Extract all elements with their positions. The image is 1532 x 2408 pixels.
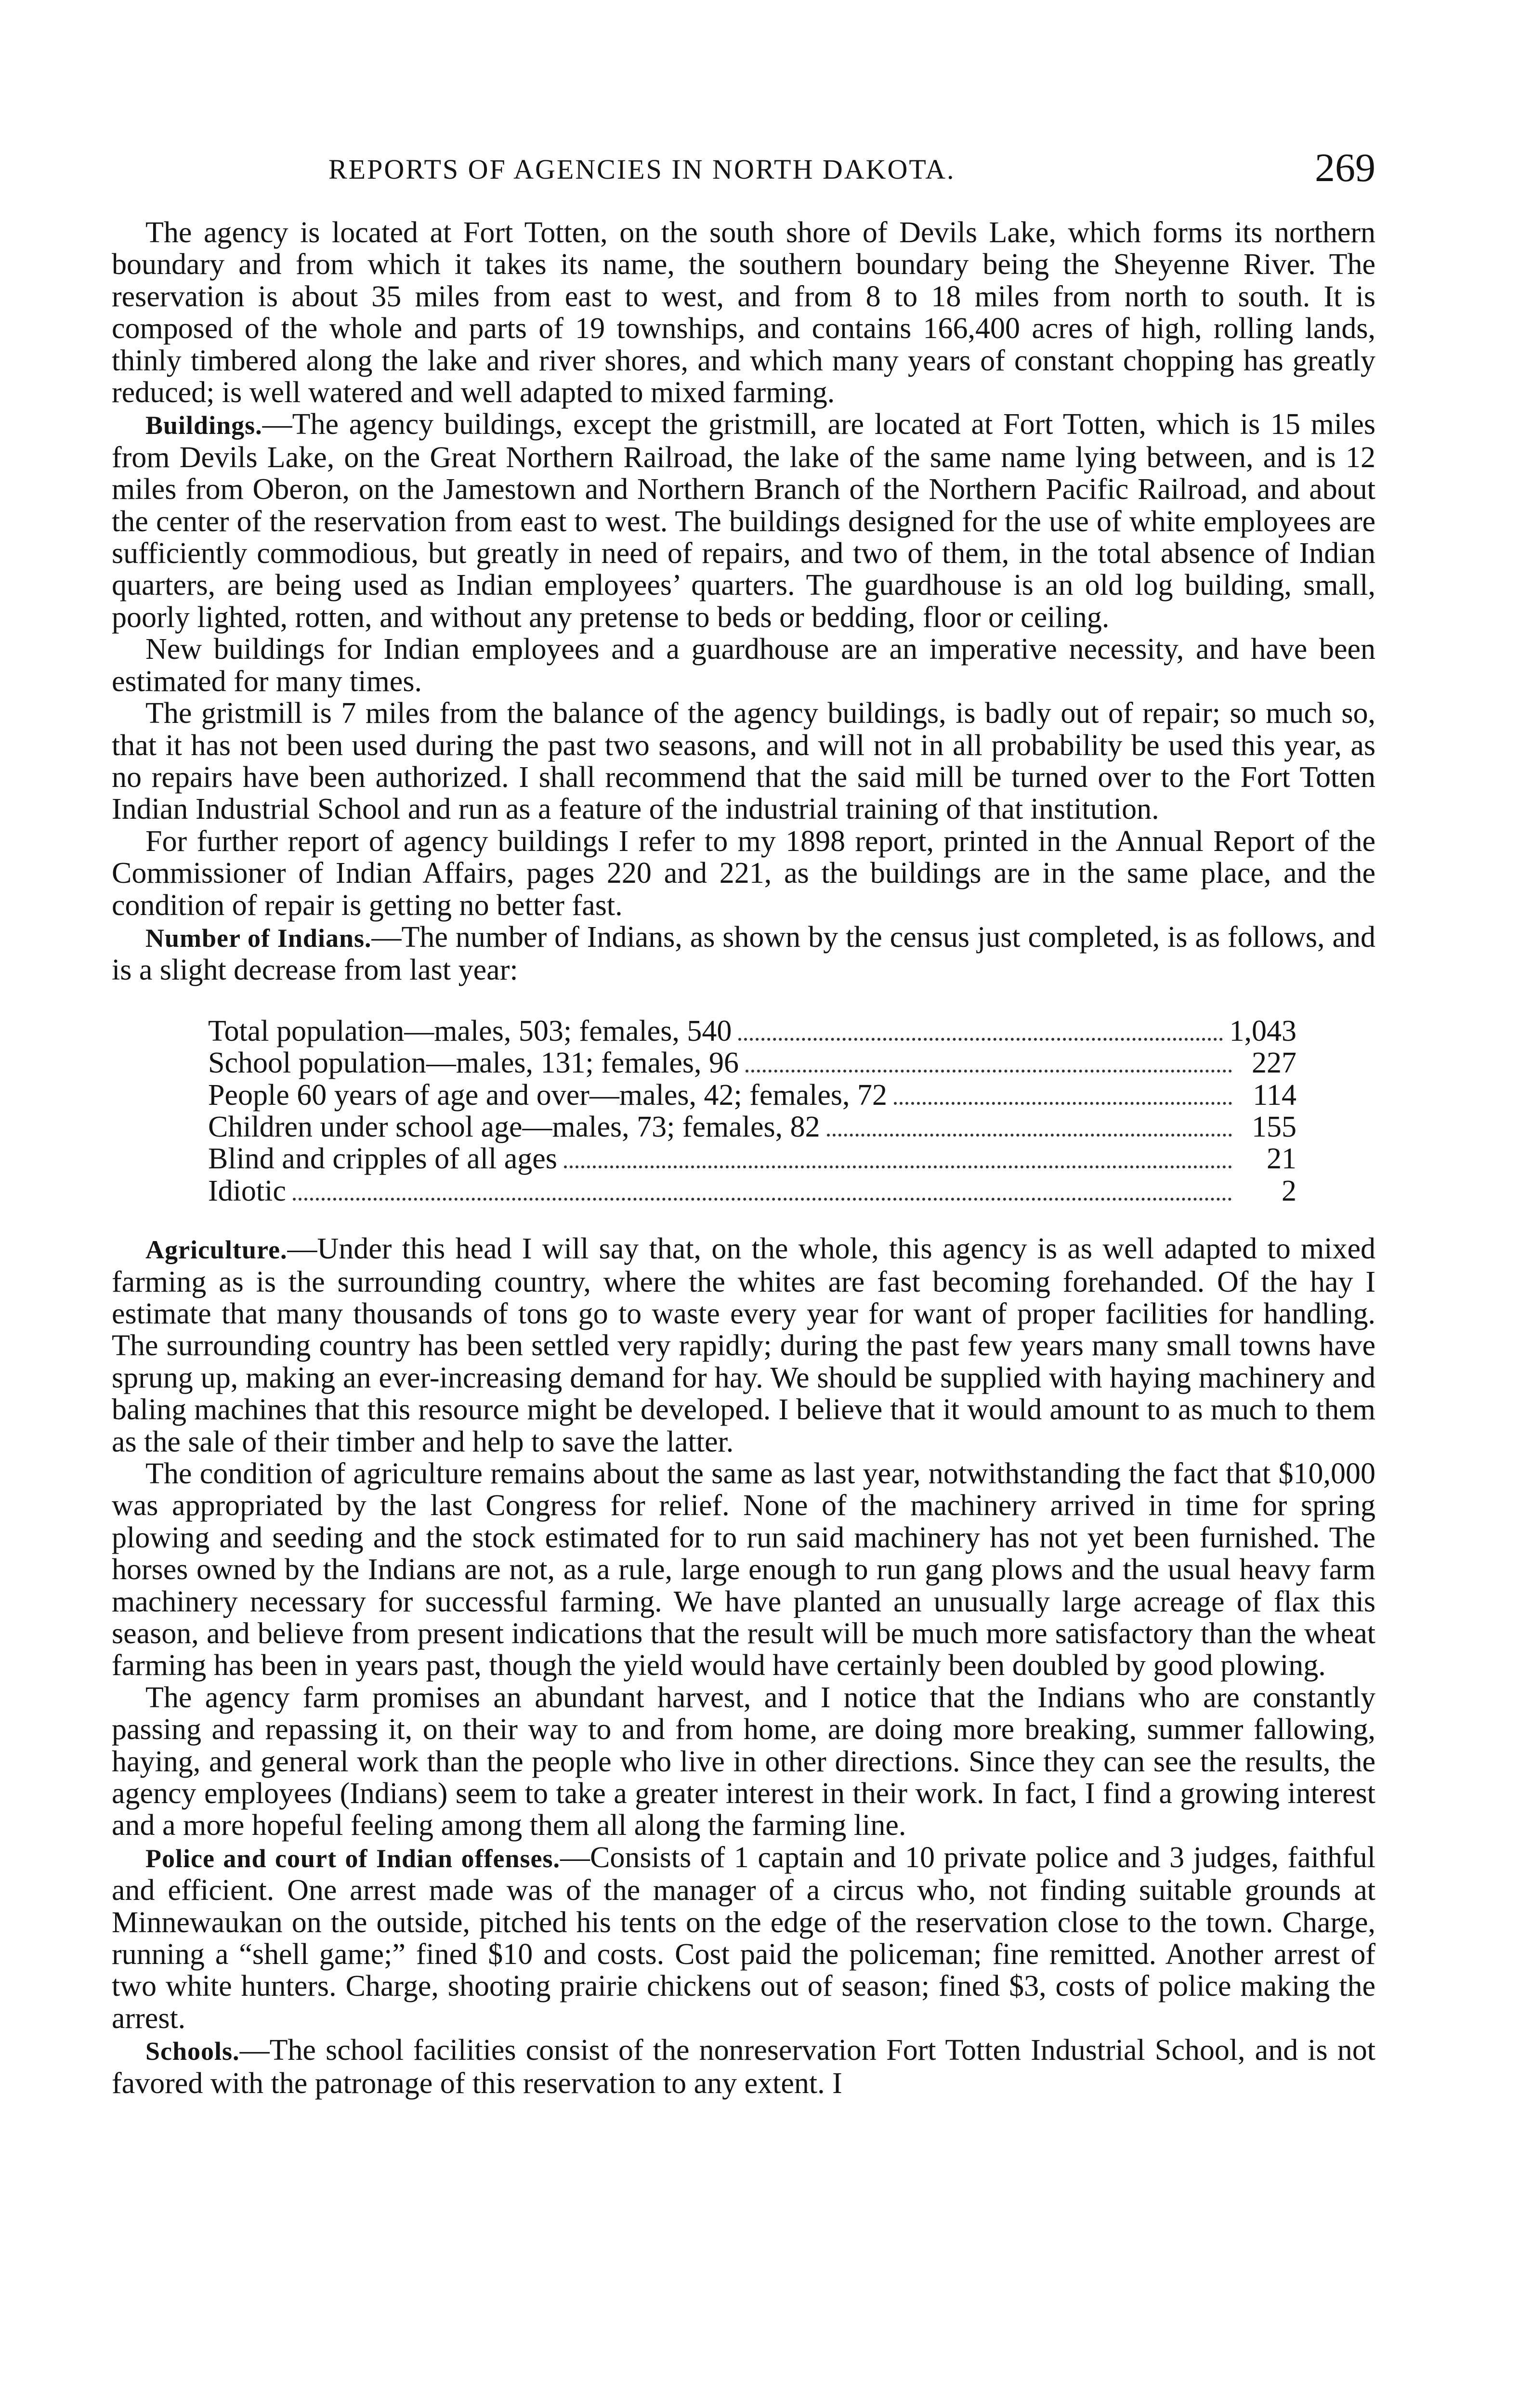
- census-label: Blind and cripples of all ages: [208, 1142, 557, 1176]
- census-row: [208, 1079, 1296, 1111]
- census-label: Children under school age—males, 73; females, 82: [208, 1110, 820, 1143]
- new-buildings-paragraph: New buildings for Indian employees and a guardhouse are an imperative necessity, and have been estimated for many times.: [112, 633, 1375, 698]
- schools-paragraph: [112, 2034, 1375, 2099]
- census-row: [208, 1047, 1296, 1079]
- dot-leader: [746, 1070, 1232, 1073]
- police-heading: Police and court of Indian offenses.: [145, 1844, 561, 1873]
- dot-leader: [564, 1165, 1232, 1168]
- buildings-text: —The agency buildings, except the gristmill, are located at Fort Totten, which is 15 miles from Devils Lake, on the Great Northern Railroad, the lake of the same name lying between, and is 12 miles from Oberon, on the Jamestown and Northern Branch of the Northern Pacific Railroad, and about the center of the reservation from east to west. The buildings designed for the use of white employees are sufficiently commodious, but greatly in need of repairs, and two of them, in the total absence of Indian quarters, are being used as Indian employees’ quarters. The guardhouse is an old log building, small, poorly lighted, rotten, and without any pretense to beds or bedding, floor or ceiling.: [112, 408, 1375, 634]
- agriculture-paragraph: [112, 1233, 1375, 1458]
- agriculture-text: —Under this head I will say that, on the whole, this agency is as well adapted to mixed farming as is the surrounding country, where the whites are fast becoming forehanded. Of the hay I estimate that many thousands of tons go to waste every year for want of proper facilities for handling. The surrounding country has been settled very rapidly; during the past few years many small towns have sprung up, making an ever-increasing demand for hay. We should be supplied with haying machinery and baling machines that this resource might be developed. I believe that it would amount to as much to them as the sale of their timber and help to save the latter.: [112, 1232, 1375, 1458]
- police-text: —Consists of 1 captain and 10 private police and 3 judges, faithful and efficient. One arrest made was of the manager of a circus who, not finding suitable grounds at Minnewaukan on the outside, pitched his tents on the edge of the reservation close to the town. Charge, running a “shell game;” fined $10 and costs. Cost paid the policeman; fine remitted. Another arrest of two white hunters. Charge, shooting prairie chickens out of season; fined $3, costs of police making the arrest.: [112, 1841, 1375, 2035]
- further-report-paragraph: For further report of agency buildings I refer to my 1898 report, printed in the Annual Report of the Commissioner of Indian Affairs, pages 220 and 221, as the buildings are in the same place, and the condition of repair is getting no better fast.: [112, 824, 1375, 922]
- number-of-indians-heading: Number of Indians.: [145, 923, 372, 953]
- report-body: [112, 217, 1375, 2099]
- dot-leader: [738, 1038, 1222, 1041]
- census-row: [208, 1175, 1296, 1207]
- census-table: [208, 1015, 1296, 1207]
- census-value: 114: [1253, 1078, 1296, 1112]
- agency-farm-paragraph: The agency farm promises an abundant harvest, and I notice that the Indians who are constantly passing and repassing it, on their way to and from home, are doing more breaking, summer fallowing, haying, and general work than the people who live in other directions. Since they can see the results, the agency employees (Indians) seem to take a greater interest in their work. In fact, I find a growing interest and a more hopeful feeling among them all along the farming line.: [112, 1681, 1375, 1842]
- census-row: [208, 1143, 1296, 1175]
- schools-text: —The school facilities consist of the nonreservation Fort Totten Industrial School, and is not favored with the patronage of this reservation to any extent. I: [112, 2034, 1375, 2100]
- running-header: [112, 140, 1375, 193]
- number-of-indians-text: —The number of Indians, as shown by the census just completed, is as follows, and is a slight decrease from last year:: [112, 920, 1375, 987]
- census-value: 21: [1267, 1142, 1296, 1176]
- census-row: [208, 1015, 1296, 1047]
- agriculture-heading: Agriculture.: [145, 1235, 288, 1265]
- buildings-paragraph: [112, 408, 1375, 633]
- dot-leader: [293, 1198, 1232, 1201]
- number-of-indians-paragraph: [112, 921, 1375, 986]
- dot-leader: [894, 1102, 1232, 1105]
- buildings-heading: Buildings.: [145, 411, 262, 440]
- gristmill-paragraph: The gristmill is 7 miles from the balance of the agency buildings, is badly out of repair; so much so, that it has not been used during the past two seasons, and will not in all probability be used this year, as no repairs have been authorized. I shall recommend that the said mill be turned over to the Fort Totten Indian Industrial School and run as a feature of the industrial training of that institution.: [112, 697, 1375, 826]
- census-value: 2: [1282, 1174, 1296, 1207]
- census-row: [208, 1111, 1296, 1143]
- census-label: Total population—males, 503; females, 540: [208, 1014, 732, 1047]
- agriculture-condition-paragraph: The condition of agriculture remains about the same as last year, notwithstanding the fact that $10,000 was appropriated by the last Congress for relief. None of the machinery arrived in time for spring plowing and seeding and the stock estimated for to run said machinery has not yet been furnished. The horses owned by the Indians are not, as a rule, large enough to run gang plows and the usual heavy farm machinery necessary for successful farming. We have planted an unusually large acreage of flax this season, and believe from present indications that the result will be much more satisfactory than the wheat farming has been in years past, though the yield would have certainly been doubled by good plowing.: [112, 1457, 1375, 1682]
- census-label: School population—males, 131; females, 96: [208, 1047, 739, 1080]
- location-paragraph: The agency is located at Fort Totten, on the south shore of Devils Lake, which forms its northern boundary and from which it takes its name, the southern boundary being the Sheyenne River. The reservation is about 35 miles from east to west, and from 8 to 18 miles from north to south. It is composed of the whole and parts of 19 townships, and contains 166,400 acres of high, rolling lands, thinly timbered along the lake and river shores, and which many years of constant chopping has greatly reduced; is well watered and well adapted to mixed farming.: [112, 216, 1375, 409]
- census-label: Idiotic: [208, 1174, 286, 1207]
- census-value: 1,043: [1229, 1014, 1296, 1047]
- census-label: People 60 years of age and over—males, 42; females, 72: [208, 1078, 888, 1112]
- census-value: 155: [1252, 1110, 1296, 1143]
- page-number: 269: [1315, 145, 1375, 190]
- dot-leader: [827, 1134, 1232, 1137]
- police-paragraph: [112, 1842, 1375, 2034]
- schools-heading: Schools.: [145, 2037, 240, 2066]
- census-value: 227: [1252, 1047, 1296, 1080]
- running-title: REPORTS OF AGENCIES IN NORTH DAKOTA.: [328, 154, 956, 185]
